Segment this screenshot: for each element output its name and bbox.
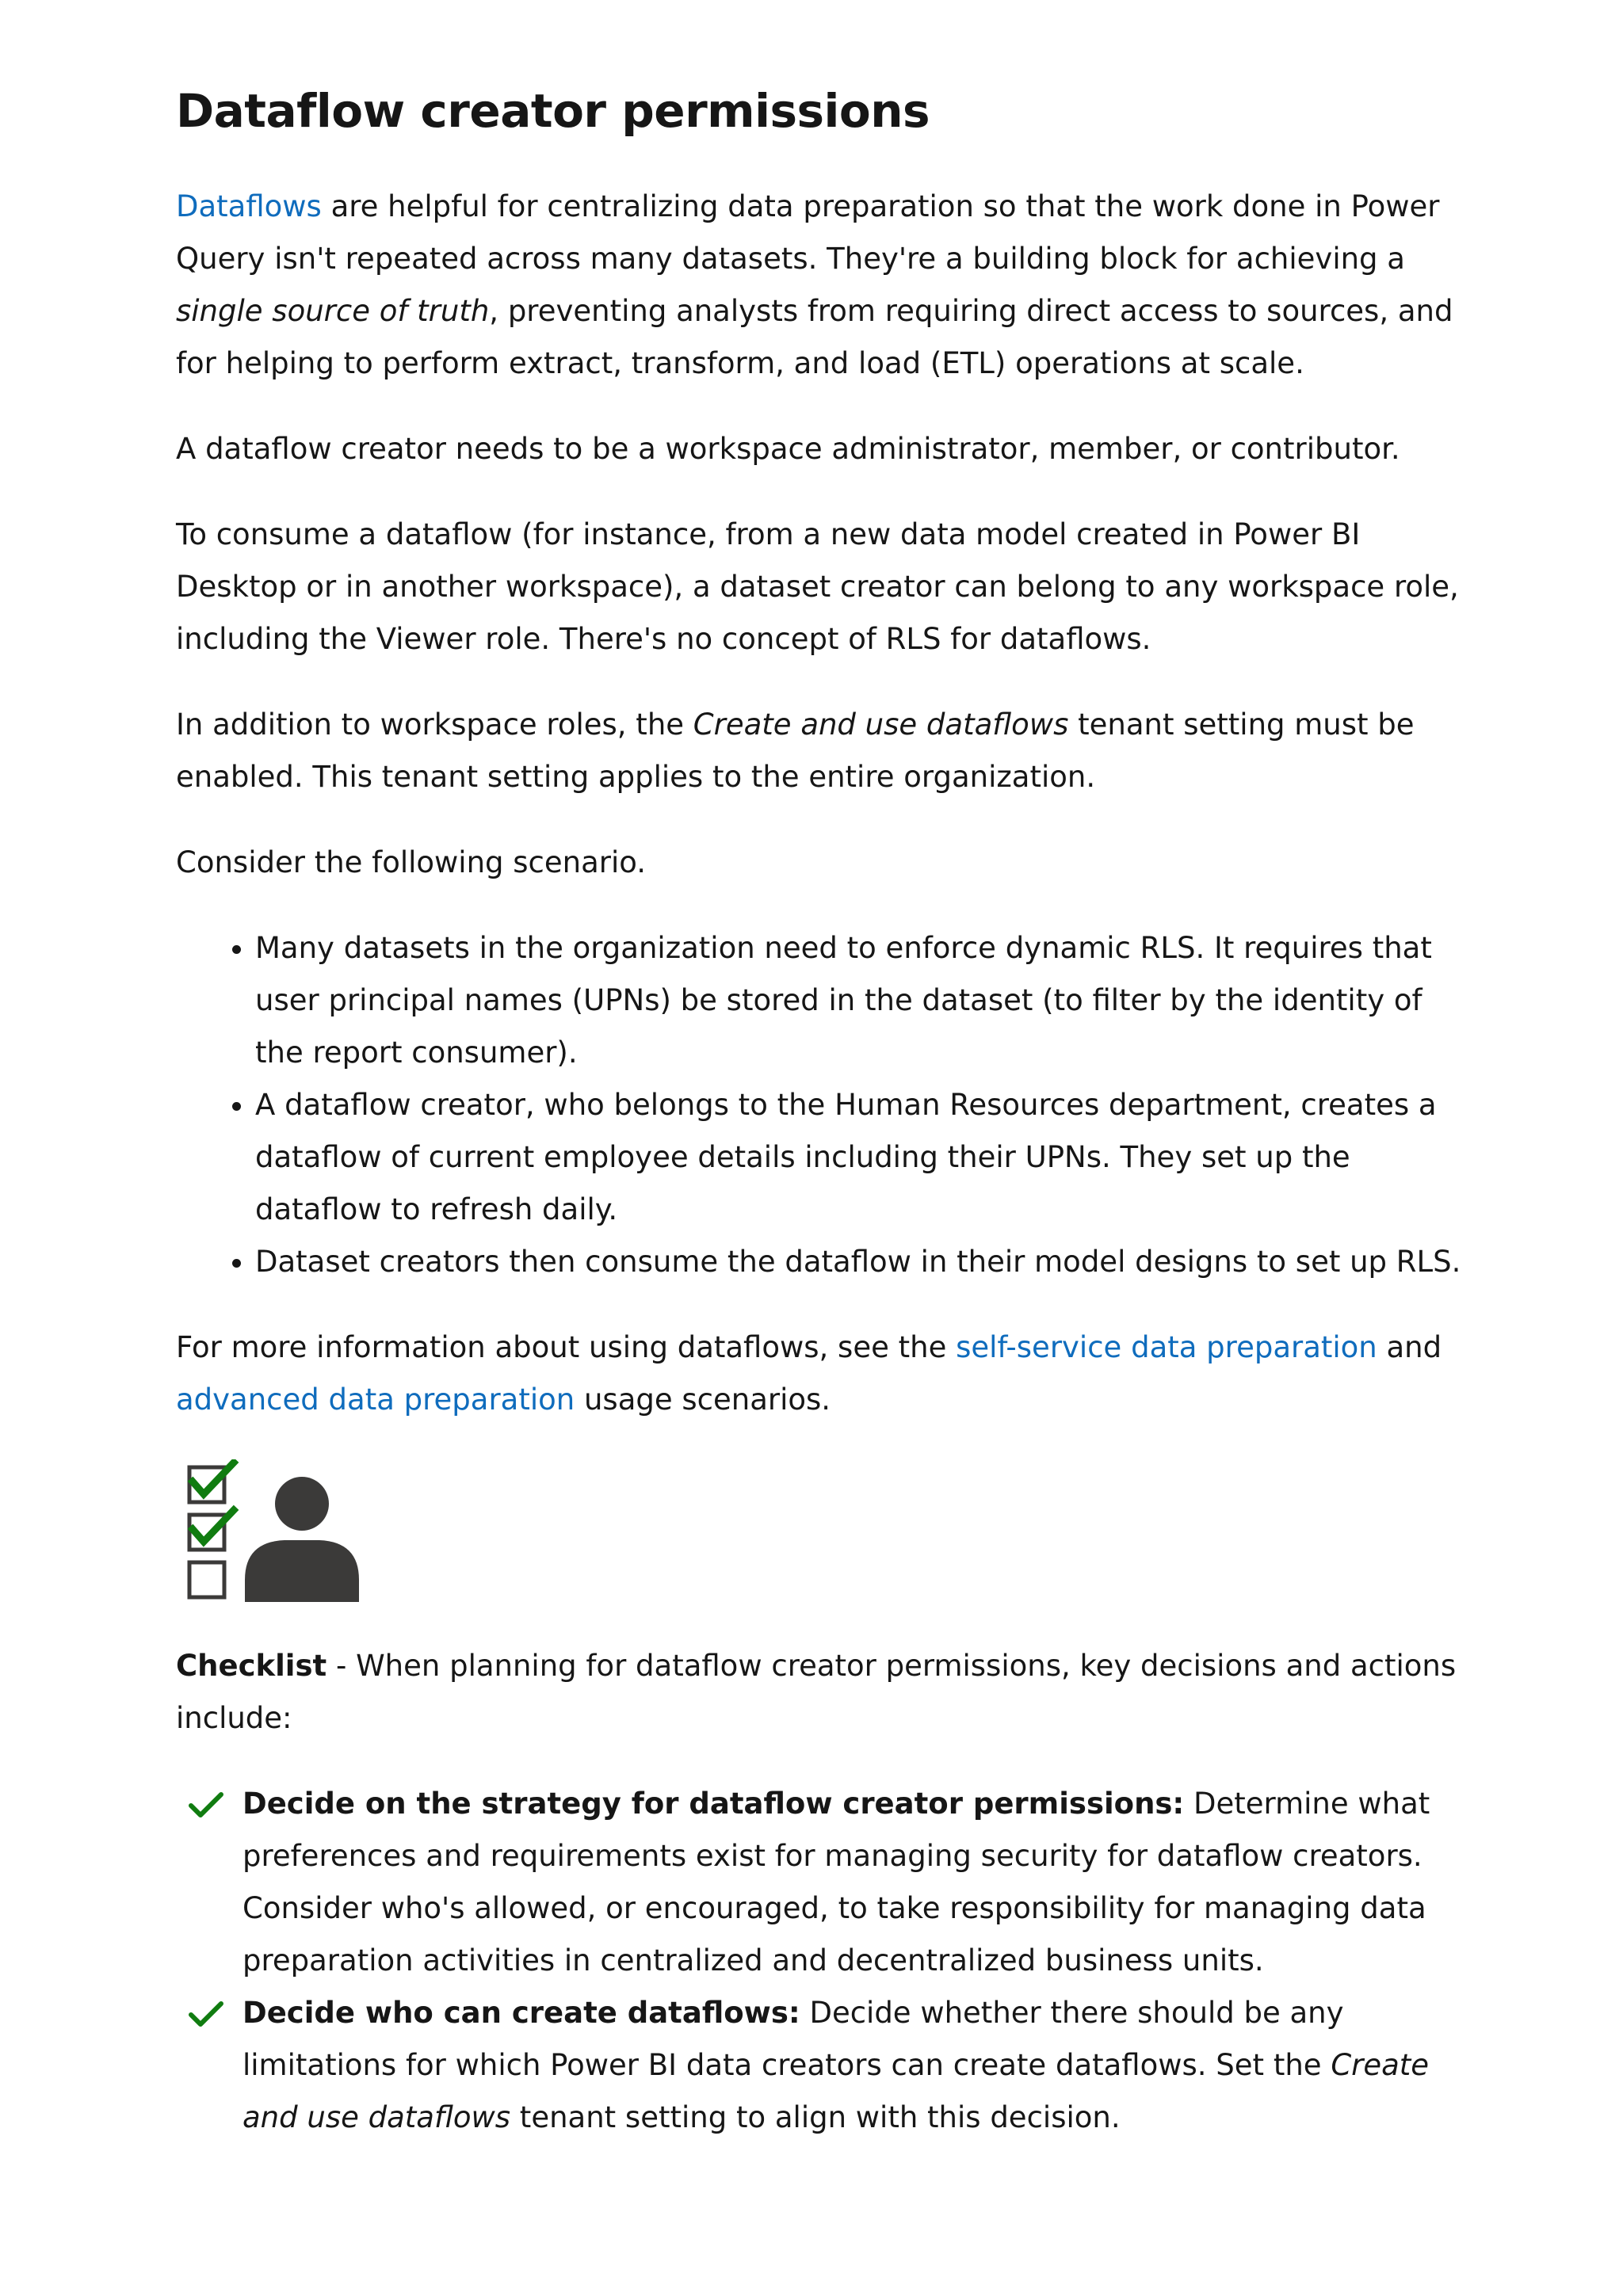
self-service-data-preparation-link[interactable]: self-service data preparation bbox=[956, 1330, 1377, 1364]
article bbox=[176, 79, 1476, 2144]
page-title: Dataflow creator permissions bbox=[176, 84, 930, 138]
creator-role-paragraph: A dataflow creator needs to be a workspace administrator, member, or contributor. bbox=[176, 432, 1400, 466]
tenant-setting-paragraph: In addition to workspace roles, the Create and use dataflows tenant setting must be enabled. This tenant setting applies to the entire organization. bbox=[176, 707, 1415, 794]
list-item: • A dataflow creator, who belongs to the Human Resources department, creates a dataflow of current employee details including their UPNs. They set up the dataflow to refresh daily. bbox=[255, 1079, 1476, 1236]
checklist-person-icon bbox=[180, 1459, 362, 1602]
dataflows-link[interactable]: Dataflows bbox=[176, 189, 322, 223]
checklist-intro: Checklist - When planning for dataflow creator permissions, key decisions and actions include: bbox=[176, 1649, 1457, 1735]
checkmark-icon bbox=[189, 2000, 223, 2028]
list-item: • Dataset creators then consume the dataflow in their model designs to set up RLS. bbox=[255, 1236, 1476, 1288]
list-item: • Many datasets in the organization need to enforce dynamic RLS. It requires that user principal names (UPNs) be stored in the dataset (to filter by the identity of the report consumer). bbox=[255, 922, 1476, 1079]
advanced-data-preparation-link[interactable]: advanced data preparation bbox=[176, 1383, 575, 1417]
checklist bbox=[176, 1778, 1476, 2144]
more-info-paragraph: For more information about using dataflows, see the self-service data preparation and advanced data preparation usage scenarios. bbox=[176, 1330, 1442, 1417]
consume-dataflow-paragraph: To consume a dataflow (for instance, from a new data model created in Power BI Desktop or in another workspace), a dataset creator can belong to any workspace role, including the Viewer role. There's no concept of RLS for dataflows. bbox=[176, 517, 1459, 656]
checkmark-icon bbox=[189, 1791, 223, 1819]
checklist-item: Decide on the strategy for dataflow creator permissions: Determine what preferences and requirements exist for managing security for dataflow creators. Consider who's allowed, or encouraged, to take responsibility for managing data preparation activities in centralized and decentralized business units. bbox=[176, 1778, 1476, 1987]
scenario-list bbox=[176, 922, 1476, 1288]
checklist-item: Decide who can create dataflows: Decide whether there should be any limitations for which Power BI data creators can create dataflows. Set the Create and use dataflows tenant setting to align with this decision. bbox=[176, 1987, 1476, 2144]
scenario-intro: Consider the following scenario. bbox=[176, 845, 647, 879]
intro-paragraph: Dataflows are helpful for centralizing data preparation so that the work done in Power Query isn't repeated across many datasets. They're a building block for achieving a single source of truth, preventing analysts from requiring direct access to sources, and for helping to perform extract, transform, and load (ETL) operations at scale. bbox=[176, 189, 1453, 380]
